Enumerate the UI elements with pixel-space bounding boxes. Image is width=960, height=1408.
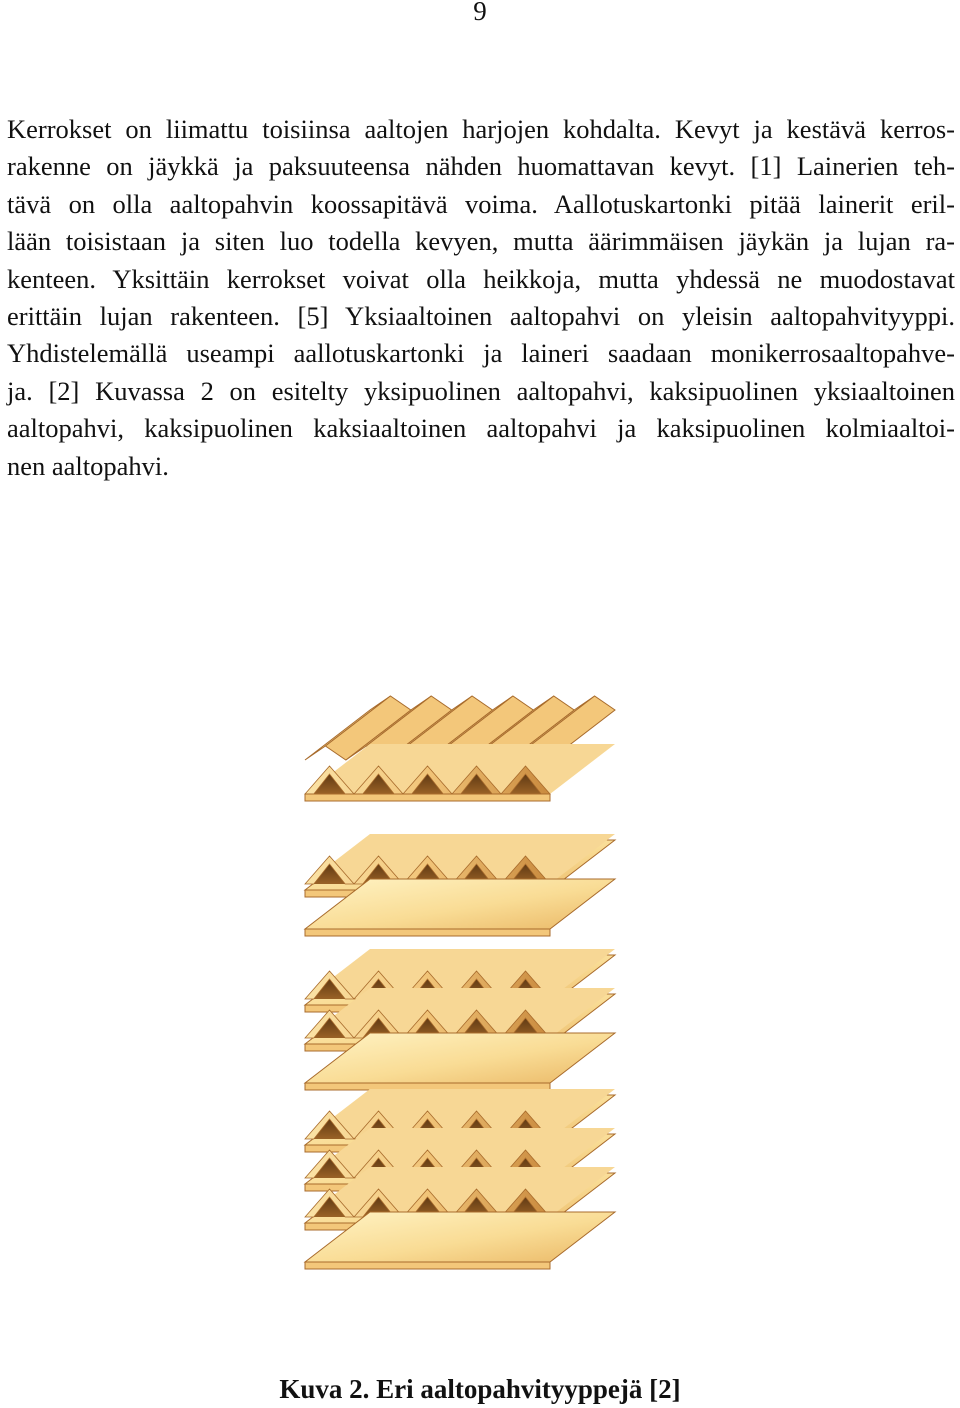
paragraph-line: tävä on olla aaltopahvin koossapitävä voima. Aallotuskartonki pitää lainerit eril- bbox=[7, 188, 955, 219]
body-paragraph bbox=[7, 111, 955, 485]
paragraph-line: Kerrokset on liimattu toisiinsa aaltojen harjojen kohdalta. Kevyt ja kestävä kerros- bbox=[7, 114, 955, 144]
paragraph-line: erittäin lujan rakenteen. [5] Yksiaaltoinen aaltopahvi on yleisin aaltopahvityyppi. bbox=[7, 301, 955, 332]
liner-edge bbox=[305, 1262, 550, 1269]
corrugated-board-illustration bbox=[295, 655, 665, 1345]
board-single-wall bbox=[305, 834, 615, 936]
liner-edge bbox=[305, 929, 550, 936]
paragraph-line: nen aaltopahvi. bbox=[7, 450, 169, 481]
paragraph-line: Yhdistelemällä useampi aallotuskartonki ja laineri saadaan monikerrosaaltopahve- bbox=[7, 338, 955, 369]
paragraph-line: kenteen. Yksittäin kerrokset voivat olla heikkoja, mutta yhdessä ne muodostavat bbox=[7, 263, 955, 294]
paragraph-line: rakenne on jäykkä ja paksuuteensa nähden huomattavan kevyt. [1] Lainerien teh- bbox=[7, 151, 955, 182]
paragraph-line: lään toisistaan ja siten luo todella kevyen, mutta äärimmäisen jäykän ja lujan ra- bbox=[7, 226, 955, 257]
figure-caption: Kuva 2. Eri aaltopahvityyppejä [2] bbox=[279, 1374, 681, 1404]
board-single-face bbox=[305, 696, 615, 801]
paragraph-line: aaltopahvi, kaksipuolinen kaksiaaltoinen aaltopahvi ja kaksipuolinen kolmiaaltoi- bbox=[7, 413, 955, 444]
board-double-wall bbox=[305, 949, 615, 1090]
liner-edge bbox=[305, 1083, 550, 1090]
liner-edge bbox=[305, 794, 550, 801]
paragraph-line: ja. [2] Kuvassa 2 on esitelty yksipuolinen aaltopahvi, kaksipuolinen yksiaaltoinen bbox=[7, 375, 955, 406]
page-number: 9 bbox=[473, 0, 487, 26]
board-triple-wall bbox=[305, 1089, 615, 1269]
